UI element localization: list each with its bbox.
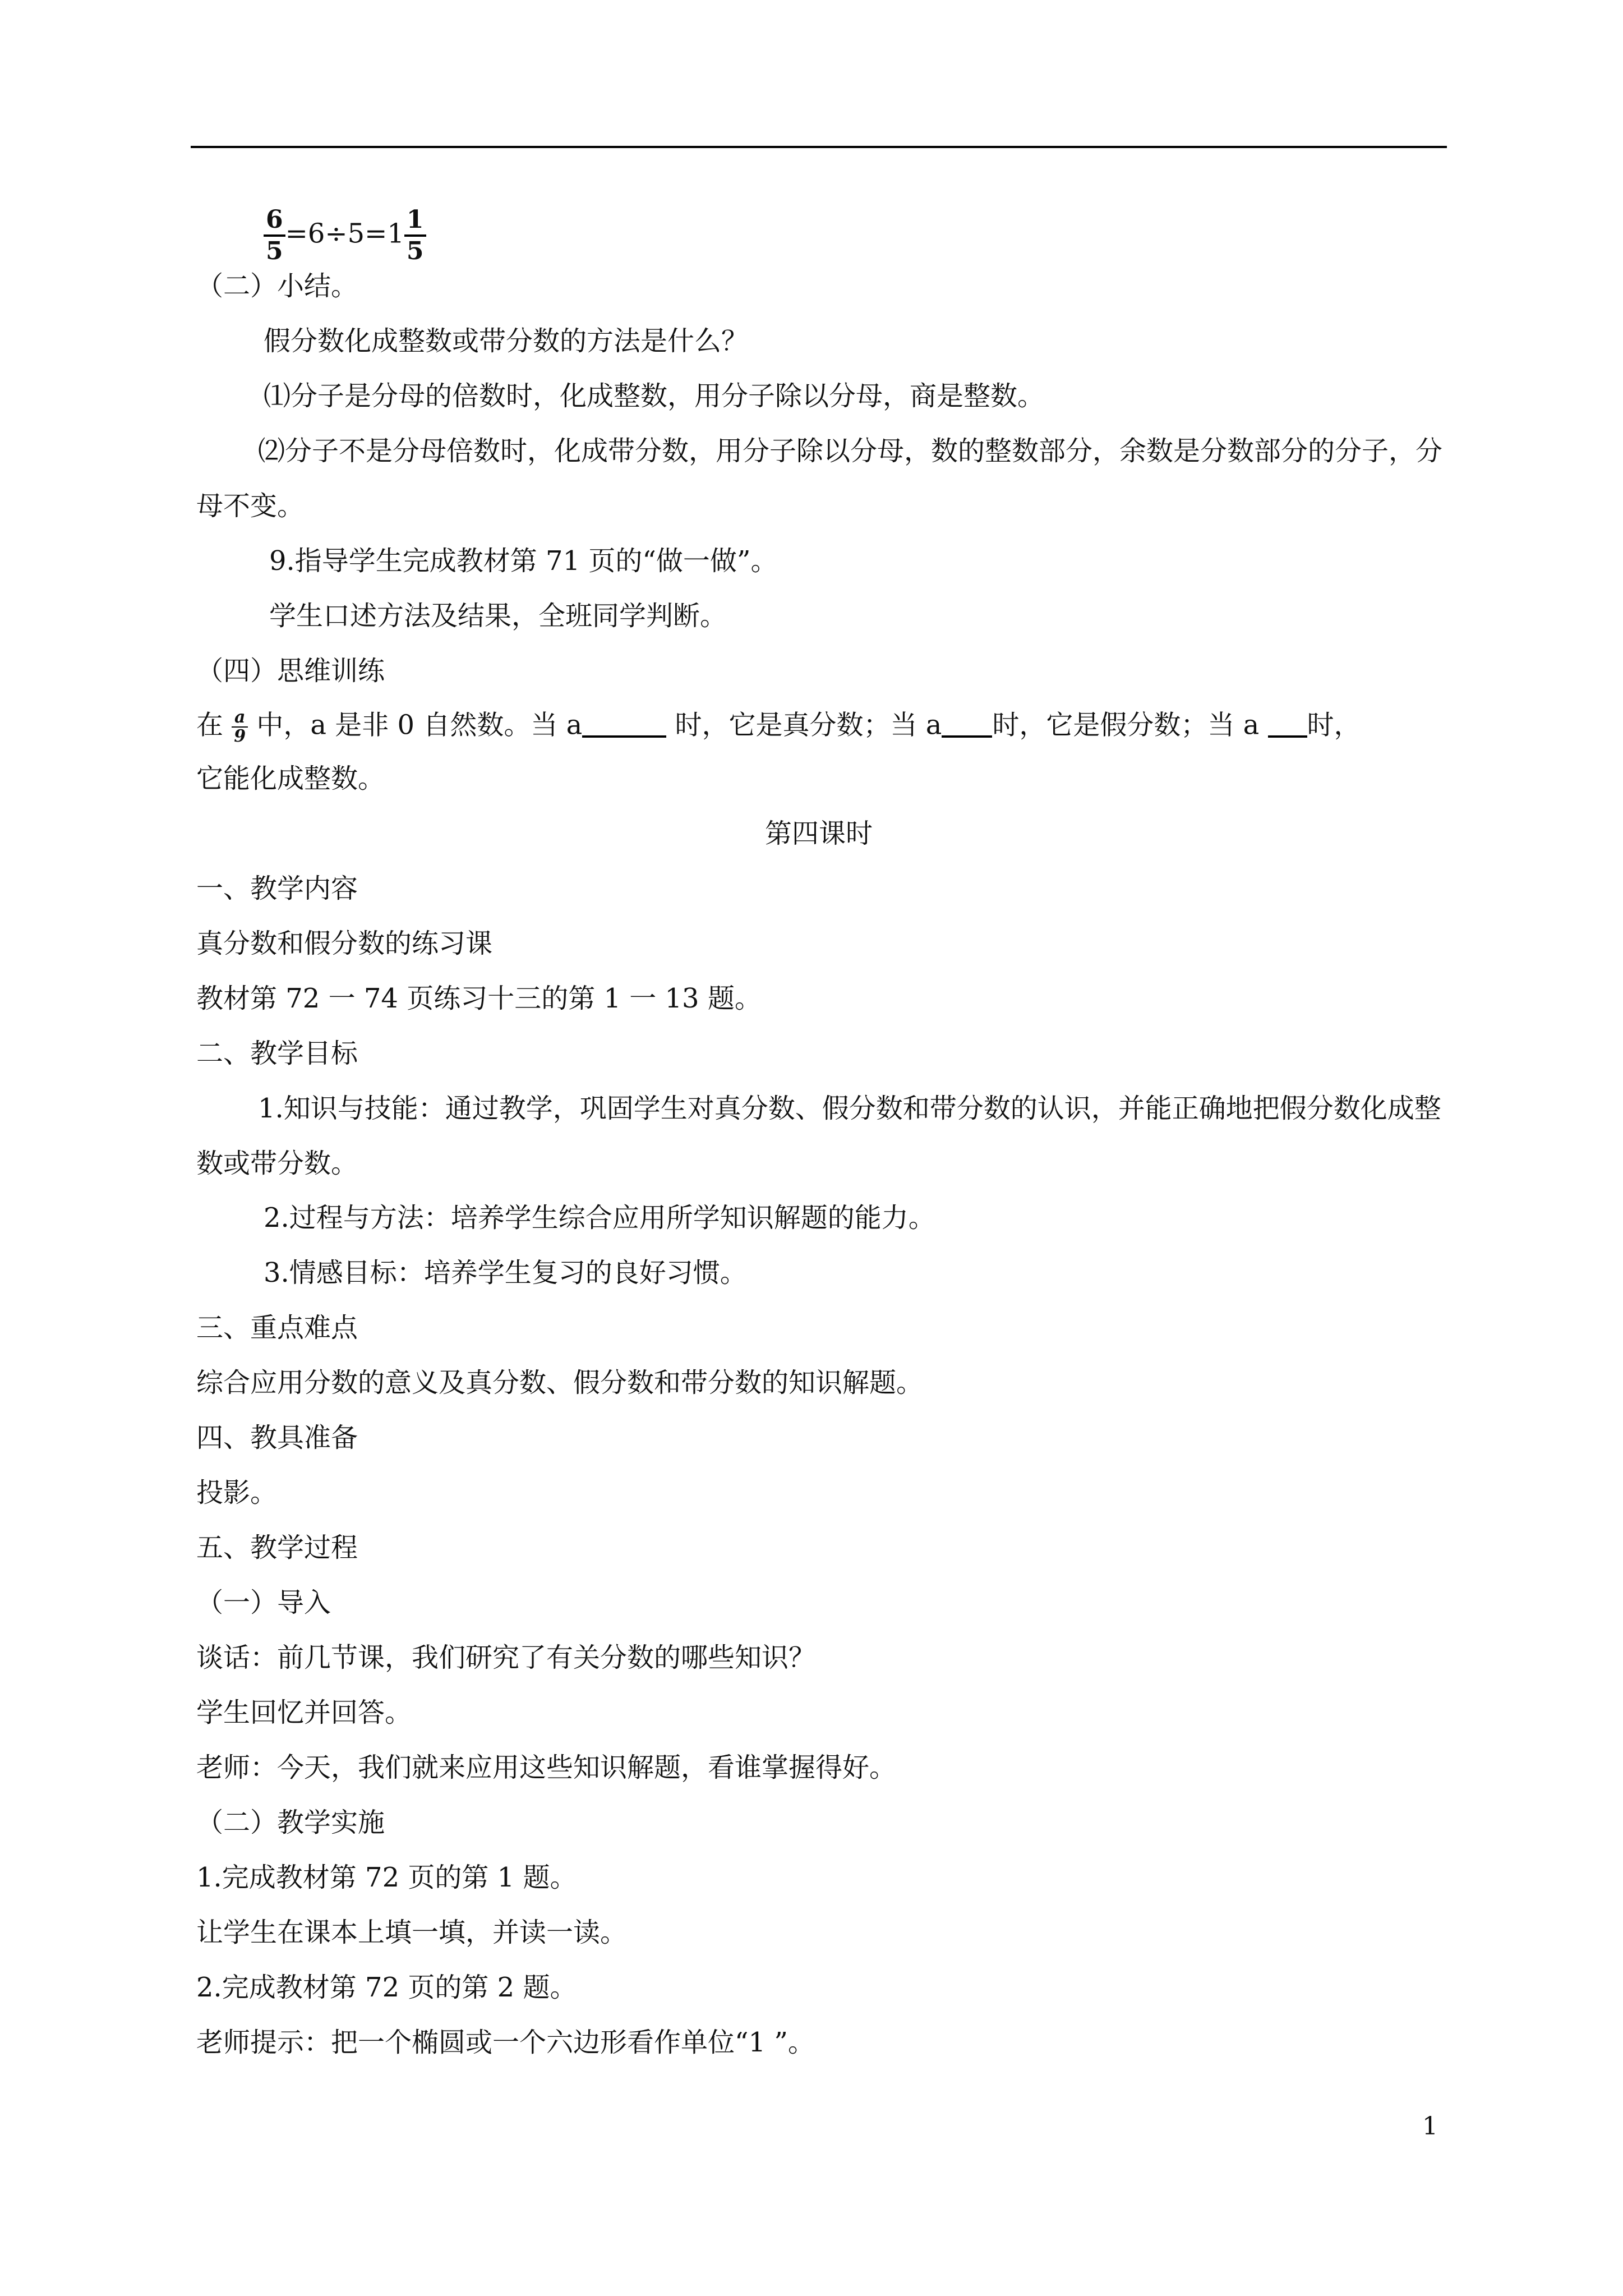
intro: （一）导入 xyxy=(196,1587,331,1618)
page-number: 1 xyxy=(1422,2112,1438,2141)
blank-1 xyxy=(582,713,666,738)
section-3: 三、重点难点 xyxy=(196,1312,358,1343)
thinking-title: （四）思维训练 xyxy=(196,655,385,687)
section-4-a: 投影。 xyxy=(196,1477,278,1508)
teacher: 老师：今天，我们就来应用这些知识解题，看谁掌握得好。 xyxy=(196,1752,897,1783)
header-rule xyxy=(191,146,1447,148)
recall: 学生回忆并回答。 xyxy=(196,1697,412,1728)
section-5: 五、教学过程 xyxy=(196,1532,358,1563)
summary-question: 假分数化成整数或带分数的方法是什么？ xyxy=(264,325,749,357)
section-2: 二、教学目标 xyxy=(196,1038,358,1069)
section-1-b: 教材第 72 一 74 页练习十三的第 1 一 13 题。 xyxy=(196,983,762,1014)
rule-1: ⑴分子是分母的倍数时，化成整数，用分子除以分母，商是整数。 xyxy=(264,380,1045,412)
rule-2: ⑵分子不是分母倍数时，化成带分数，用分子除以分母，数的整数部分，余数是分数部分的分子，分母不变。 xyxy=(196,435,1443,522)
implementation: （二）教学实施 xyxy=(196,1807,385,1838)
lesson-4-title: 第四课时 xyxy=(764,818,873,849)
step-9: 9.指导学生完成教材第 71 页的“做一做”。 xyxy=(269,545,778,577)
formula-line xyxy=(264,205,426,265)
thinking-line-2: 它能化成整数。 xyxy=(196,763,385,794)
talk: 谈话：前几节课，我们研究了有关分数的哪些知识？ xyxy=(196,1642,816,1673)
section-3-a: 综合应用分数的意义及真分数、假分数和带分数的知识解题。 xyxy=(196,1367,924,1398)
section-1-a: 真分数和假分数的练习课 xyxy=(196,928,493,959)
section-1: 一、教学内容 xyxy=(196,873,358,904)
task-1b: 让学生在课本上填一填，并读一读。 xyxy=(196,1917,628,1948)
goal-1: 1.知识与技能：通过教学，巩固学生对真分数、假分数和带分数的认识，并能正确地把假分数化成整数或带分数。 xyxy=(196,1093,1441,1179)
task-2: 2.完成教材第 72 页的第 2 题。 xyxy=(196,1972,577,2003)
step-9b: 学生口述方法及结果，全班同学判断。 xyxy=(269,600,727,632)
blank-3 xyxy=(1268,713,1307,738)
fraction-one-fifth: $\frac{1}{5}$ xyxy=(404,208,426,264)
goal-2: 2.过程与方法：培养学生综合应用所学知识解题的能力。 xyxy=(264,1202,935,1234)
section-4: 四、教具准备 xyxy=(196,1422,358,1453)
thinking-line: 在 $\frac{a}{9}$ 中，a 是非 0 自然数。当 a 时，它是真分数；当 a 时，它是假分数；当 a 时， xyxy=(196,707,1361,746)
task-1: 1.完成教材第 72 页的第 1 题。 xyxy=(196,1862,577,1893)
formula-middle: =6÷5=1 xyxy=(285,218,404,250)
blank-2 xyxy=(942,713,992,738)
fraction-a-over-9: $\frac{a}{9}$ xyxy=(232,709,248,745)
goal-3: 3.情感目标：培养学生复习的良好习惯。 xyxy=(264,1257,747,1289)
fraction-six-fifths: $\frac{6}{5}$ xyxy=(264,208,285,264)
hint: 老师提示：把一个椭圆或一个六边形看作单位“1 ”。 xyxy=(196,2027,815,2058)
summary-title: （二）小结。 xyxy=(196,270,358,302)
